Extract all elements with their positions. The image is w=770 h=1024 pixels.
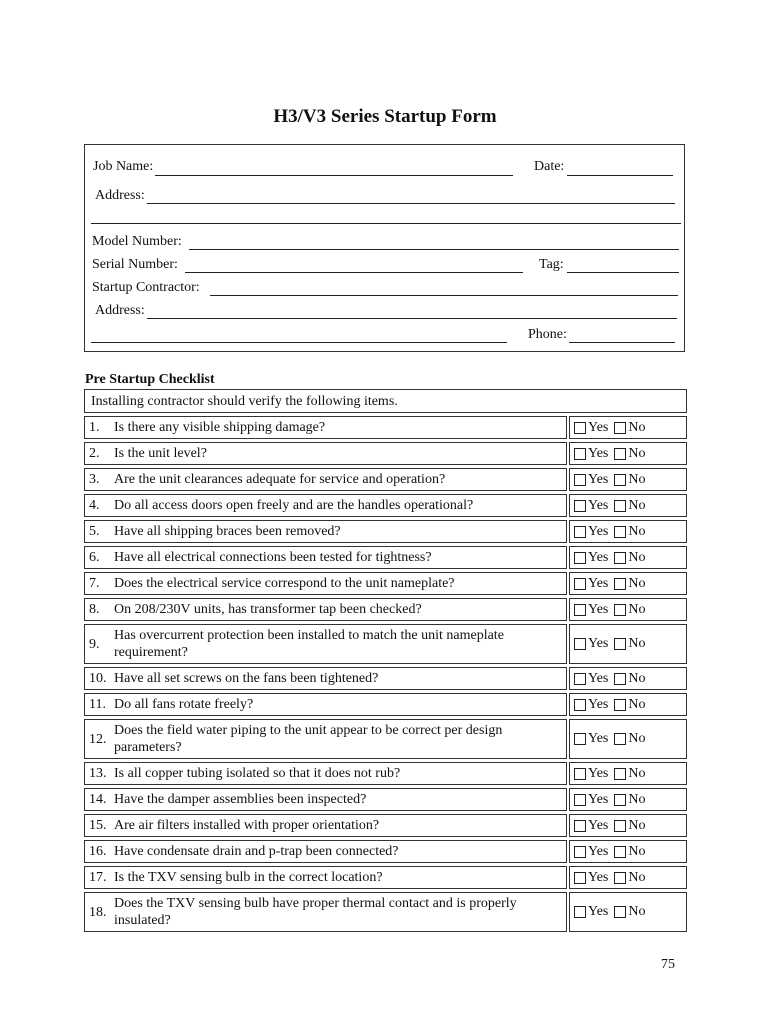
job-name-field[interactable] [155,175,513,176]
no-label: No [628,670,646,686]
contractor-address-field[interactable] [147,318,677,319]
question-number: 6. [89,550,100,565]
no-label: No [628,731,646,746]
yes-option [574,697,608,713]
yes-label: Yes [588,549,609,565]
yes-checkbox[interactable] [574,820,586,832]
no-checkbox[interactable] [614,500,626,512]
checklist-question [84,788,567,811]
checklist-row [84,598,687,621]
question-text: Have all electrical connections been tested for tightness? [114,550,432,565]
yes-label: Yes [588,497,609,513]
question-text: Are the unit clearances adequate for service and operation? [114,472,446,487]
yes-checkbox[interactable] [574,846,586,858]
question-text: Does the TXV sensing bulb have proper thermal contact and is properly insulated? [114,896,517,928]
pre-startup-checklist [84,389,687,935]
no-checkbox[interactable] [614,794,626,806]
checklist-row [84,624,687,664]
checklist-row [84,468,687,491]
question-text: Have the damper assemblies been inspected? [114,792,367,807]
yes-option [574,766,608,782]
contractor-address-label: Address: [95,303,145,318]
checklist-row [84,494,687,517]
date-field[interactable] [567,175,673,176]
no-label: No [628,575,646,591]
answer-cell [569,520,687,543]
question-number: 7. [89,576,100,591]
no-label: No [628,843,646,859]
question-text: Have all set screws on the fans been tightened? [114,671,379,686]
yes-option [574,792,608,808]
page-number: 75 [661,957,675,972]
no-option [614,446,645,462]
yes-label: Yes [588,445,609,461]
question-number: 2. [89,446,100,461]
answer-cell [569,546,687,569]
question-number: 12. [89,731,107,747]
yes-checkbox[interactable] [574,733,586,745]
yes-checkbox[interactable] [574,872,586,884]
answer-cell [569,892,687,932]
no-option [614,472,645,488]
yes-checkbox[interactable] [574,673,586,685]
no-option [614,904,645,920]
answer-cell [569,814,687,837]
question-text: Is there any visible shipping damage? [114,420,326,435]
no-option [614,576,645,592]
yes-option [574,550,608,566]
question-number: 15. [89,818,107,833]
checklist-question [84,442,567,465]
answer-cell [569,693,687,716]
checklist-question [84,624,567,664]
yes-checkbox[interactable] [574,794,586,806]
no-checkbox[interactable] [614,733,626,745]
no-label: No [628,904,646,919]
question-text: Is all copper tubing isolated so that it does not rub? [114,766,401,781]
yes-option [574,671,608,687]
question-number: 4. [89,498,100,513]
serial-number-field[interactable] [185,272,523,273]
checklist-row [84,892,687,932]
yes-checkbox[interactable] [574,448,586,460]
checklist-question [84,494,567,517]
yes-label: Yes [588,419,609,435]
no-option [614,697,645,713]
no-checkbox[interactable] [614,638,626,650]
yes-checkbox[interactable] [574,422,586,434]
startup-contractor-field[interactable] [210,295,678,296]
no-checkbox[interactable] [614,820,626,832]
address-label: Address: [95,188,145,203]
yes-label: Yes [588,791,609,807]
checklist-heading: Pre Startup Checklist [85,372,215,387]
checklist-row [84,840,687,863]
no-checkbox[interactable] [614,474,626,486]
checklist-question [84,693,567,716]
answer-cell [569,494,687,517]
question-text: Does the field water piping to the unit appear to be correct per design parameters? [114,723,503,755]
yes-option [574,524,608,540]
yes-option [574,818,608,834]
no-checkbox[interactable] [614,673,626,685]
checklist-intro: Installing contractor should verify the following items. [84,389,687,413]
no-option [614,636,645,652]
yes-label: Yes [588,731,609,746]
question-number: 11. [89,697,106,712]
startup-contractor-label: Startup Contractor: [92,280,200,295]
no-label: No [628,817,646,833]
no-checkbox[interactable] [614,552,626,564]
no-label: No [628,601,646,617]
question-number: 8. [89,602,100,617]
checklist-row [84,546,687,569]
no-option [614,792,645,808]
no-option [614,524,645,540]
yes-checkbox[interactable] [574,638,586,650]
answer-cell [569,442,687,465]
checklist-question [84,866,567,889]
no-option [614,602,645,618]
checklist-row [84,442,687,465]
model-number-field[interactable] [189,249,679,250]
no-option [614,844,645,860]
no-label: No [628,696,646,712]
question-number: 13. [89,766,107,781]
yes-label: Yes [588,523,609,539]
no-checkbox[interactable] [614,872,626,884]
no-checkbox[interactable] [614,448,626,460]
checklist-row [84,719,687,759]
yes-checkbox[interactable] [574,578,586,590]
question-text: Is the TXV sensing bulb in the correct location? [114,870,383,885]
no-checkbox[interactable] [614,699,626,711]
contractor-address-field-line2[interactable] [91,342,507,343]
no-checkbox[interactable] [614,526,626,538]
serial-number-label: Serial Number: [92,257,178,272]
no-label: No [628,523,646,539]
answer-cell [569,416,687,439]
phone-label: Phone: [528,327,567,342]
address-field-line2[interactable] [91,223,681,224]
yes-option [574,446,608,462]
no-label: No [628,419,646,435]
question-number: 17. [89,870,107,885]
answer-cell [569,667,687,690]
no-checkbox[interactable] [614,768,626,780]
yes-option [574,731,608,747]
job-name-label: Job Name: [93,159,154,174]
no-option [614,420,645,436]
no-option [614,731,645,747]
address-field[interactable] [147,203,675,204]
question-text: Has overcurrent protection been installed to match the unit nameplate requirement? [114,628,504,660]
tag-field[interactable] [567,272,679,273]
yes-label: Yes [588,904,609,919]
checklist-question [84,572,567,595]
checklist-question [84,416,567,439]
no-label: No [628,445,646,461]
checklist-row [84,520,687,543]
yes-option [574,576,608,592]
no-checkbox[interactable] [614,906,626,918]
question-text: Does the electrical service correspond to the unit nameplate? [114,576,455,591]
date-label: Date: [534,159,565,174]
question-text: Do all fans rotate freely? [114,697,254,712]
no-option [614,766,645,782]
question-text: Do all access doors open freely and are the handles operational? [114,498,474,513]
no-label: No [628,549,646,565]
question-number: 18. [89,904,107,920]
yes-checkbox[interactable] [574,604,586,616]
yes-checkbox[interactable] [574,699,586,711]
question-number: 5. [89,524,100,539]
answer-cell [569,719,687,759]
checklist-row [84,866,687,889]
checklist-row [84,572,687,595]
no-label: No [628,636,646,651]
question-number: 14. [89,792,107,807]
yes-label: Yes [588,636,609,651]
yes-checkbox[interactable] [574,768,586,780]
no-label: No [628,869,646,885]
no-label: No [628,497,646,513]
yes-option [574,420,608,436]
yes-option [574,498,608,514]
question-text: On 208/230V units, has transformer tap been checked? [114,602,422,617]
no-option [614,818,645,834]
job-info-box [84,144,685,352]
yes-checkbox[interactable] [574,526,586,538]
checklist-question [84,814,567,837]
checklist-question [84,546,567,569]
checklist-row [84,788,687,811]
tag-label: Tag: [539,257,564,272]
checklist-question [84,598,567,621]
answer-cell [569,788,687,811]
checklist-question [84,468,567,491]
yes-option [574,602,608,618]
yes-checkbox[interactable] [574,906,586,918]
answer-cell [569,572,687,595]
question-number: 16. [89,844,107,859]
yes-option [574,472,608,488]
yes-label: Yes [588,601,609,617]
form-title: H3/V3 Series Startup Form [273,106,497,127]
yes-label: Yes [588,817,609,833]
checklist-row [84,762,687,785]
question-text: Have condensate drain and p-trap been connected? [114,844,399,859]
no-label: No [628,791,646,807]
no-option [614,870,645,886]
yes-option [574,844,608,860]
answer-cell [569,468,687,491]
question-number: 9. [89,636,100,652]
yes-label: Yes [588,471,609,487]
question-text: Is the unit level? [114,446,207,461]
question-text: Have all shipping braces been removed? [114,524,341,539]
answer-cell [569,624,687,664]
checklist-question [84,762,567,785]
no-label: No [628,471,646,487]
checklist-row [84,667,687,690]
checklist-question [84,520,567,543]
yes-label: Yes [588,670,609,686]
phone-field[interactable] [569,342,675,343]
no-checkbox[interactable] [614,604,626,616]
no-option [614,550,645,566]
no-option [614,671,645,687]
checklist-row [84,416,687,439]
yes-option [574,904,608,920]
answer-cell [569,866,687,889]
no-option [614,498,645,514]
yes-option [574,870,608,886]
checklist-question [84,719,567,759]
yes-label: Yes [588,843,609,859]
checklist-question [84,892,567,932]
no-checkbox[interactable] [614,578,626,590]
yes-label: Yes [588,869,609,885]
no-checkbox[interactable] [614,846,626,858]
question-number: 10. [89,671,107,686]
question-text: Are air filters installed with proper orientation? [114,818,380,833]
yes-checkbox[interactable] [574,500,586,512]
question-number: 1. [89,420,100,435]
checklist-question [84,667,567,690]
answer-cell [569,598,687,621]
checklist-row [84,693,687,716]
no-label: No [628,765,646,781]
yes-label: Yes [588,696,609,712]
answer-cell [569,840,687,863]
answer-cell [569,762,687,785]
checklist-question [84,840,567,863]
yes-checkbox[interactable] [574,474,586,486]
yes-label: Yes [588,765,609,781]
yes-label: Yes [588,575,609,591]
model-number-label: Model Number: [92,234,182,249]
yes-option [574,636,608,652]
yes-checkbox[interactable] [574,552,586,564]
checklist-row [84,814,687,837]
no-checkbox[interactable] [614,422,626,434]
question-number: 3. [89,472,100,487]
